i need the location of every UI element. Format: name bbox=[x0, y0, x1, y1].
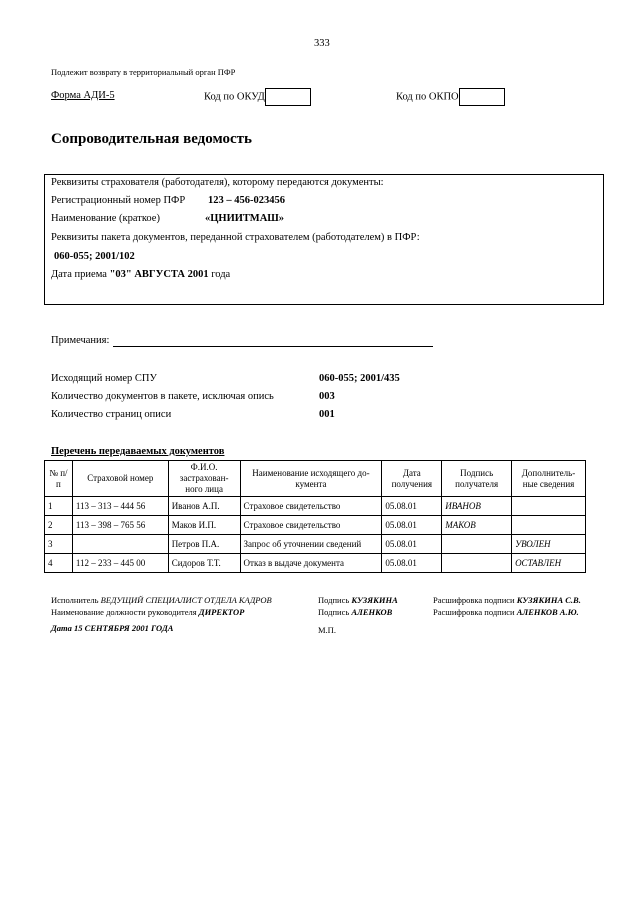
head-position-value: ДИРЕКТОР bbox=[198, 607, 245, 617]
receipt-date-suffix: года bbox=[211, 269, 231, 280]
cell-insurance-number bbox=[72, 535, 168, 554]
header-signature: Подпись получателя bbox=[442, 461, 512, 497]
decode-2-label: Расшифровка подписи bbox=[433, 607, 515, 617]
table-header-row bbox=[45, 461, 586, 497]
cell-document-name: Страховое свидетельство bbox=[240, 497, 382, 516]
signature-1 bbox=[318, 595, 398, 605]
header-date: Дата получения bbox=[382, 461, 442, 497]
outgoing-label: Исходящий номер СПУ bbox=[51, 373, 157, 384]
header-full-name: Ф.И.О. застрахован-ного лица bbox=[168, 461, 240, 497]
header-number: № п/п bbox=[45, 461, 73, 497]
reg-value: 123 – 456-023456 bbox=[208, 195, 285, 206]
cell-additional bbox=[512, 497, 586, 516]
okpo-label: Код по ОКПО bbox=[396, 91, 459, 103]
okpo-field bbox=[396, 88, 505, 106]
stamp-place: М.П. bbox=[318, 625, 336, 635]
footer-date bbox=[51, 623, 173, 633]
signature-2-label: Подпись bbox=[318, 607, 350, 617]
cell-signature bbox=[442, 554, 512, 573]
cell-additional bbox=[512, 516, 586, 535]
header-additional: Дополнитель-ные сведения bbox=[512, 461, 586, 497]
insurer-header: Реквизиты страхователя (работодателя), которому передаются документы: bbox=[51, 177, 384, 188]
signature-2-value: АЛЕНКОВ bbox=[351, 607, 393, 617]
executor-label: Исполнитель bbox=[51, 595, 99, 605]
cell-signature: ИВАНОВ bbox=[442, 497, 512, 516]
header-document-name: Наименование исходящего до-кумента bbox=[240, 461, 382, 497]
pages-label: Количество страниц описи bbox=[51, 409, 172, 420]
cell-full-name: Маков И.П. bbox=[168, 516, 240, 535]
decode-2-value: АЛЕНКОВ А.Ю. bbox=[516, 607, 579, 617]
cell-document-name: Запрос об уточнении сведений bbox=[240, 535, 382, 554]
okud-field bbox=[204, 88, 311, 106]
footer-date-label: Дата bbox=[51, 623, 72, 633]
signature-2 bbox=[318, 607, 392, 617]
list-title: Перечень передаваемых документов bbox=[51, 446, 225, 457]
cell-number: 2 bbox=[45, 516, 73, 535]
cell-date: 05.08.01 bbox=[382, 535, 442, 554]
footer-date-value: 15 СЕНТЯБРЯ 2001 ГОДА bbox=[74, 623, 174, 633]
receipt-date bbox=[51, 269, 230, 280]
cell-full-name: Сидоров Т.Т. bbox=[168, 554, 240, 573]
cell-signature: МАКОВ bbox=[442, 516, 512, 535]
signature-1-value: КУЗЯКИНА bbox=[351, 595, 398, 605]
documents-table bbox=[44, 460, 586, 573]
form-name: Форма АДИ-5 bbox=[51, 90, 115, 101]
count-value: 003 bbox=[319, 391, 335, 402]
cell-additional: УВОЛЕН bbox=[512, 535, 586, 554]
table-row bbox=[45, 497, 586, 516]
table-row bbox=[45, 535, 586, 554]
cell-document-name: Страховое свидетельство bbox=[240, 516, 382, 535]
executor bbox=[51, 595, 272, 605]
cell-full-name: Иванов А.П. bbox=[168, 497, 240, 516]
name-label: Наименование (краткое) bbox=[51, 213, 160, 224]
package-value: 060-055; 2001/102 bbox=[54, 251, 135, 262]
okpo-input[interactable] bbox=[459, 88, 505, 106]
receipt-date-value: "03" АВГУСТА 2001 bbox=[109, 269, 209, 280]
okud-input[interactable] bbox=[265, 88, 311, 106]
executor-value: ВЕДУЩИЙ СПЕЦИАЛИСТ ОТДЕЛА КАДРОВ bbox=[100, 595, 272, 605]
name-value: «ЦНИИТМАШ» bbox=[205, 213, 285, 224]
page-title: Сопроводительная ведомость bbox=[51, 131, 252, 147]
page-number: 333 bbox=[314, 38, 330, 49]
decode-1-value: КУЗЯКИНА С.В. bbox=[516, 595, 581, 605]
outgoing-value: 060-055; 2001/435 bbox=[319, 373, 400, 384]
cell-date: 05.08.01 bbox=[382, 554, 442, 573]
count-label: Количество документов в пакете, исключая опись bbox=[51, 391, 274, 402]
notes-label: Примечания: bbox=[51, 335, 110, 346]
decode-1 bbox=[433, 595, 581, 605]
cell-document-name: Отказ в выдаче документа bbox=[240, 554, 382, 573]
cell-date: 05.08.01 bbox=[382, 497, 442, 516]
package-label: Реквизиты пакета документов, переданной страхователем (работодателем) в ПФР: bbox=[51, 232, 420, 243]
reg-label: Регистрационный номер ПФР bbox=[51, 195, 186, 206]
receipt-date-prefix: Дата приема bbox=[51, 269, 107, 280]
cell-full-name: Петров П.А. bbox=[168, 535, 240, 554]
return-note: Подлежит возврату в территориальный орган ПФР bbox=[51, 67, 236, 77]
head-position-label: Наименование должности руководителя bbox=[51, 607, 197, 617]
header-insurance-number: Страховой номер bbox=[72, 461, 168, 497]
okud-label: Код по ОКУД bbox=[204, 91, 265, 103]
signature-1-label: Подпись bbox=[318, 595, 350, 605]
cell-additional: ОСТАВЛЕН bbox=[512, 554, 586, 573]
cell-signature bbox=[442, 535, 512, 554]
decode-2 bbox=[433, 607, 579, 617]
cell-date: 05.08.01 bbox=[382, 516, 442, 535]
cell-number: 1 bbox=[45, 497, 73, 516]
head-position bbox=[51, 607, 244, 617]
notes-line[interactable] bbox=[113, 346, 433, 347]
decode-1-label: Расшифровка подписи bbox=[433, 595, 515, 605]
cell-number: 3 bbox=[45, 535, 73, 554]
table-row bbox=[45, 516, 586, 535]
cell-insurance-number: 112 – 233 – 445 00 bbox=[72, 554, 168, 573]
table-row bbox=[45, 554, 586, 573]
cell-number: 4 bbox=[45, 554, 73, 573]
cell-insurance-number: 113 – 313 – 444 56 bbox=[72, 497, 168, 516]
cell-insurance-number: 113 – 398 – 765 56 bbox=[72, 516, 168, 535]
pages-value: 001 bbox=[319, 409, 335, 420]
